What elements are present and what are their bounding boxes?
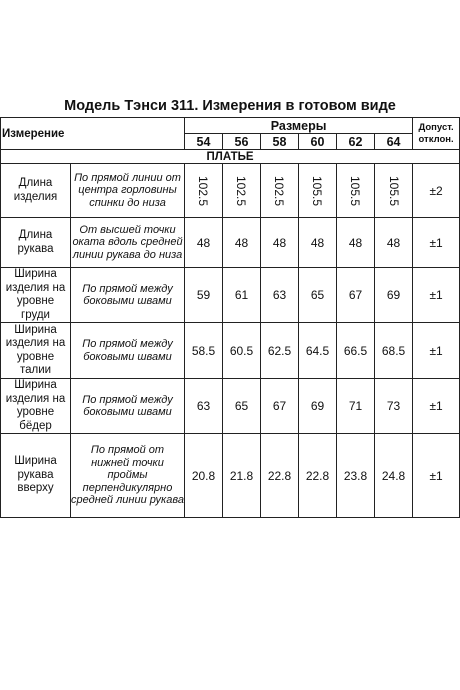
value-cell: 60.5 — [223, 323, 261, 379]
table-row — [1, 434, 460, 518]
tolerance-value: ±2 — [413, 164, 460, 218]
value-cell: 66.5 — [337, 323, 375, 379]
value-cell: 71 — [337, 379, 375, 434]
value-cell: 73 — [375, 379, 413, 434]
sizes-header: Размеры — [185, 118, 413, 134]
value-cell: 23.8 — [337, 434, 375, 518]
row-description: По прямой от нижней точки проймы перпендикулярно средней линии рукава — [71, 434, 185, 518]
value-cell: 20.8 — [185, 434, 223, 518]
value-cell: 69 — [375, 268, 413, 323]
tolerance-header: Допуст. отклон. — [413, 118, 460, 150]
page-title: Модель Тэнси 311. Измерения в готовом виде — [64, 98, 396, 114]
tolerance-value: ±1 — [413, 434, 460, 518]
value-cell: 67 — [261, 379, 299, 434]
size-62: 62 — [337, 134, 375, 150]
value-cell: 64.5 — [299, 323, 337, 379]
row-description: По прямой линии от центра горловины спинки до низа — [71, 164, 185, 218]
row-name: Длина рукава — [1, 218, 71, 268]
tolerance-value: ±1 — [413, 379, 460, 434]
value-cell: 102.5 — [185, 164, 223, 218]
size-60: 60 — [299, 134, 337, 150]
value-cell: 105.5 — [375, 164, 413, 218]
value-cell: 63 — [185, 379, 223, 434]
size-58: 58 — [261, 134, 299, 150]
row-name: Ширина изделия на уровне бёдер — [1, 379, 71, 434]
row-description: По прямой между боковыми швами — [71, 379, 185, 434]
table-row — [1, 218, 460, 268]
value-cell: 21.8 — [223, 434, 261, 518]
row-name: Длина изделия — [1, 164, 71, 218]
value-cell: 48 — [223, 218, 261, 268]
size-56: 56 — [223, 134, 261, 150]
value-cell: 48 — [375, 218, 413, 268]
row-description: По прямой между боковыми швами — [71, 323, 185, 379]
row-name: Ширина изделия на уровне талии — [1, 323, 71, 379]
table-row — [1, 164, 460, 218]
value-cell: 48 — [299, 218, 337, 268]
value-cell: 22.8 — [299, 434, 337, 518]
row-description: По прямой между боковыми швами — [71, 268, 185, 323]
tolerance-value: ±1 — [413, 218, 460, 268]
value-cell: 22.8 — [261, 434, 299, 518]
measurement-header: Измерение — [1, 118, 185, 150]
size-64: 64 — [375, 134, 413, 150]
value-cell: 58.5 — [185, 323, 223, 379]
table-row — [1, 323, 460, 379]
value-cell: 67 — [337, 268, 375, 323]
value-cell: 63 — [261, 268, 299, 323]
tolerance-value: ±1 — [413, 268, 460, 323]
value-cell: 105.5 — [299, 164, 337, 218]
row-name: Ширина изделия на уровне груди — [1, 268, 71, 323]
row-description: От высшей точки оката вдоль средней линии рукава до низа — [71, 218, 185, 268]
table-row — [1, 379, 460, 434]
section-title: ПЛАТЬЕ — [1, 150, 460, 164]
value-cell: 65 — [223, 379, 261, 434]
value-cell: 105.5 — [337, 164, 375, 218]
value-cell: 102.5 — [223, 164, 261, 218]
value-cell: 68.5 — [375, 323, 413, 379]
value-cell: 48 — [261, 218, 299, 268]
value-cell: 62.5 — [261, 323, 299, 379]
value-cell: 69 — [299, 379, 337, 434]
table-row — [1, 268, 460, 323]
value-cell: 24.8 — [375, 434, 413, 518]
value-cell: 65 — [299, 268, 337, 323]
tolerance-value: ±1 — [413, 323, 460, 379]
value-cell: 61 — [223, 268, 261, 323]
row-name: Ширина рукава вверху — [1, 434, 71, 518]
measurement-table — [0, 117, 460, 518]
value-cell: 48 — [337, 218, 375, 268]
value-cell: 59 — [185, 268, 223, 323]
size-54: 54 — [185, 134, 223, 150]
value-cell: 48 — [185, 218, 223, 268]
value-cell: 102.5 — [261, 164, 299, 218]
